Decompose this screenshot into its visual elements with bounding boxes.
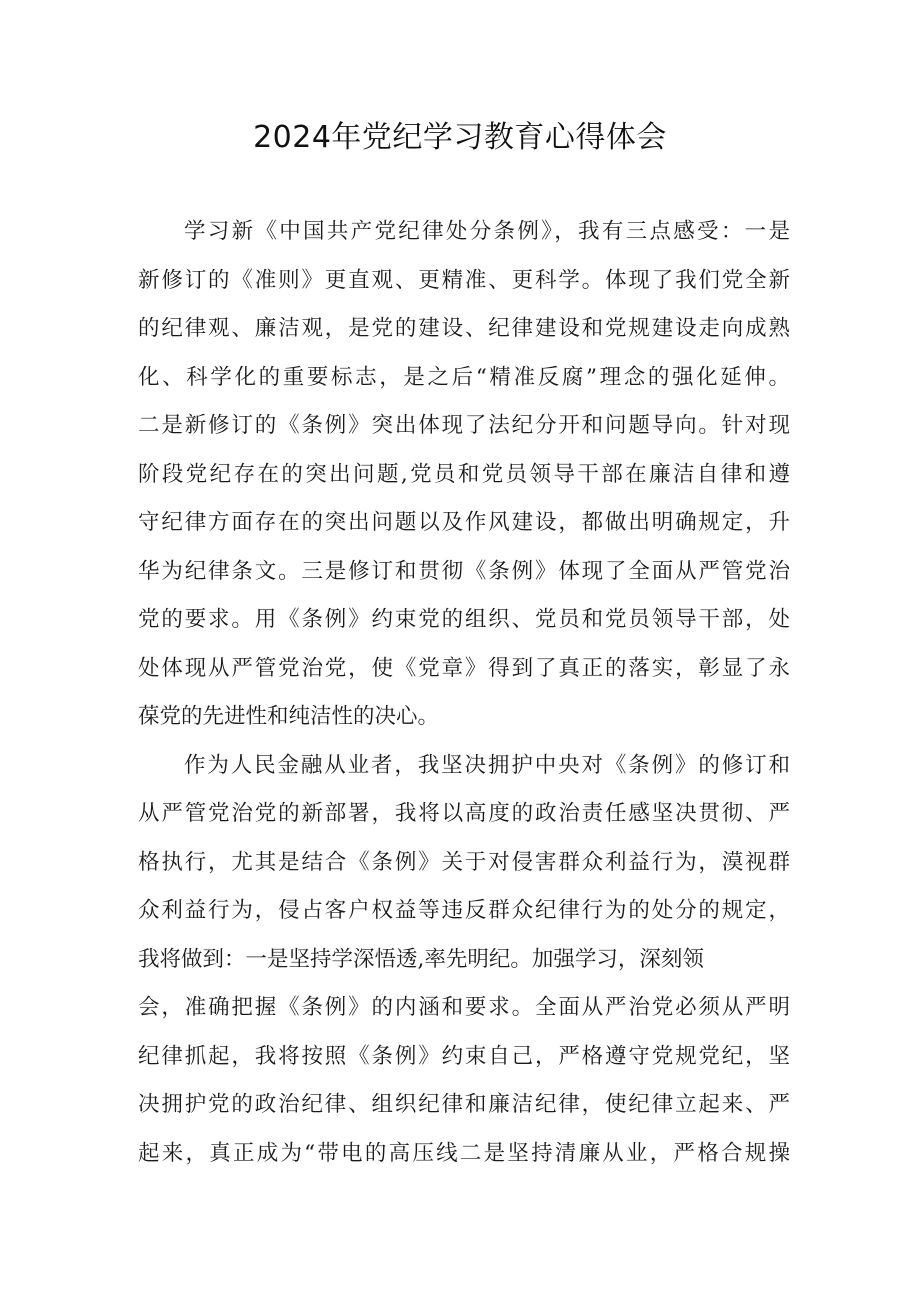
document-body [138, 208, 790, 1178]
text-line: 学习新《中国共产党纪律处分条例》，我有三点感受：一是 [184, 219, 790, 244]
text-line: 二是新修订的《条例》突出体现了法纪分开和问题导向。针对现 [138, 413, 790, 438]
document-title: 2024年党纪学习教育心得体会 [253, 120, 667, 155]
text-line: 会，准确把握《条例》的内涵和要求。全面从严治党必须从严明 [138, 995, 790, 1020]
text-line: 葆党的先进性和纯洁性的决心。 [138, 704, 440, 729]
text-line: 作为人民金融从业者，我坚决拥护中央对《条例》的修订和 [184, 752, 790, 778]
text-line: 华为纪律条文。三是修订和贯彻《条例》体现了全面从严管党治 [138, 558, 790, 584]
text-line: 党的要求。用《条例》约束党的组织、党员和党员领导干部，处 [138, 607, 790, 632]
text-line: 格执行，尤其是结合《条例》关于对侵害群众利益行为，漠视群 [138, 849, 790, 875]
text-line: 的纪律观、廉洁观，是党的建设、纪律建设和党规建设走向成熟 [138, 316, 790, 341]
text-line: 从严管党治党的新部署，我将以高度的政治责任感坚决贯彻、严 [138, 801, 790, 826]
text-line: 化、科学化的重要标志，是之后“精准反腐”理念的强化延伸。 [138, 364, 790, 390]
text-line: 决拥护党的政治纪律、组织纪律和廉洁纪律，使纪律立起来、严 [138, 1092, 790, 1117]
text-line: 新修订的《准则》更直观、更精准、更科学。体现了我们党全新 [138, 267, 790, 293]
text-line: 阶段党纪存在的突出问题,党员和党员领导干部在廉洁自律和遵 [138, 461, 790, 487]
text-line: 我将做到：一是坚持学深悟透,率先明纪。加强学习，深刻领 [138, 946, 704, 972]
text-line: 处体现从严管党治党，使《党章》得到了真正的落实，彰显了永 [138, 655, 790, 681]
text-line: 起来，真正成为“带电的高压线二是坚持清廉从业，严格合规操 [138, 1140, 790, 1166]
text-line: 众利益行为，侵占客户权益等违反群众纪律行为的处分的规定， [138, 898, 790, 923]
text-line: 守纪律方面存在的突出问题以及作风建设，都做出明确规定，升 [138, 510, 790, 535]
text-line: 纪律抓起，我将按照《条例》约束自己，严格遵守党规党纪，坚 [138, 1043, 790, 1069]
